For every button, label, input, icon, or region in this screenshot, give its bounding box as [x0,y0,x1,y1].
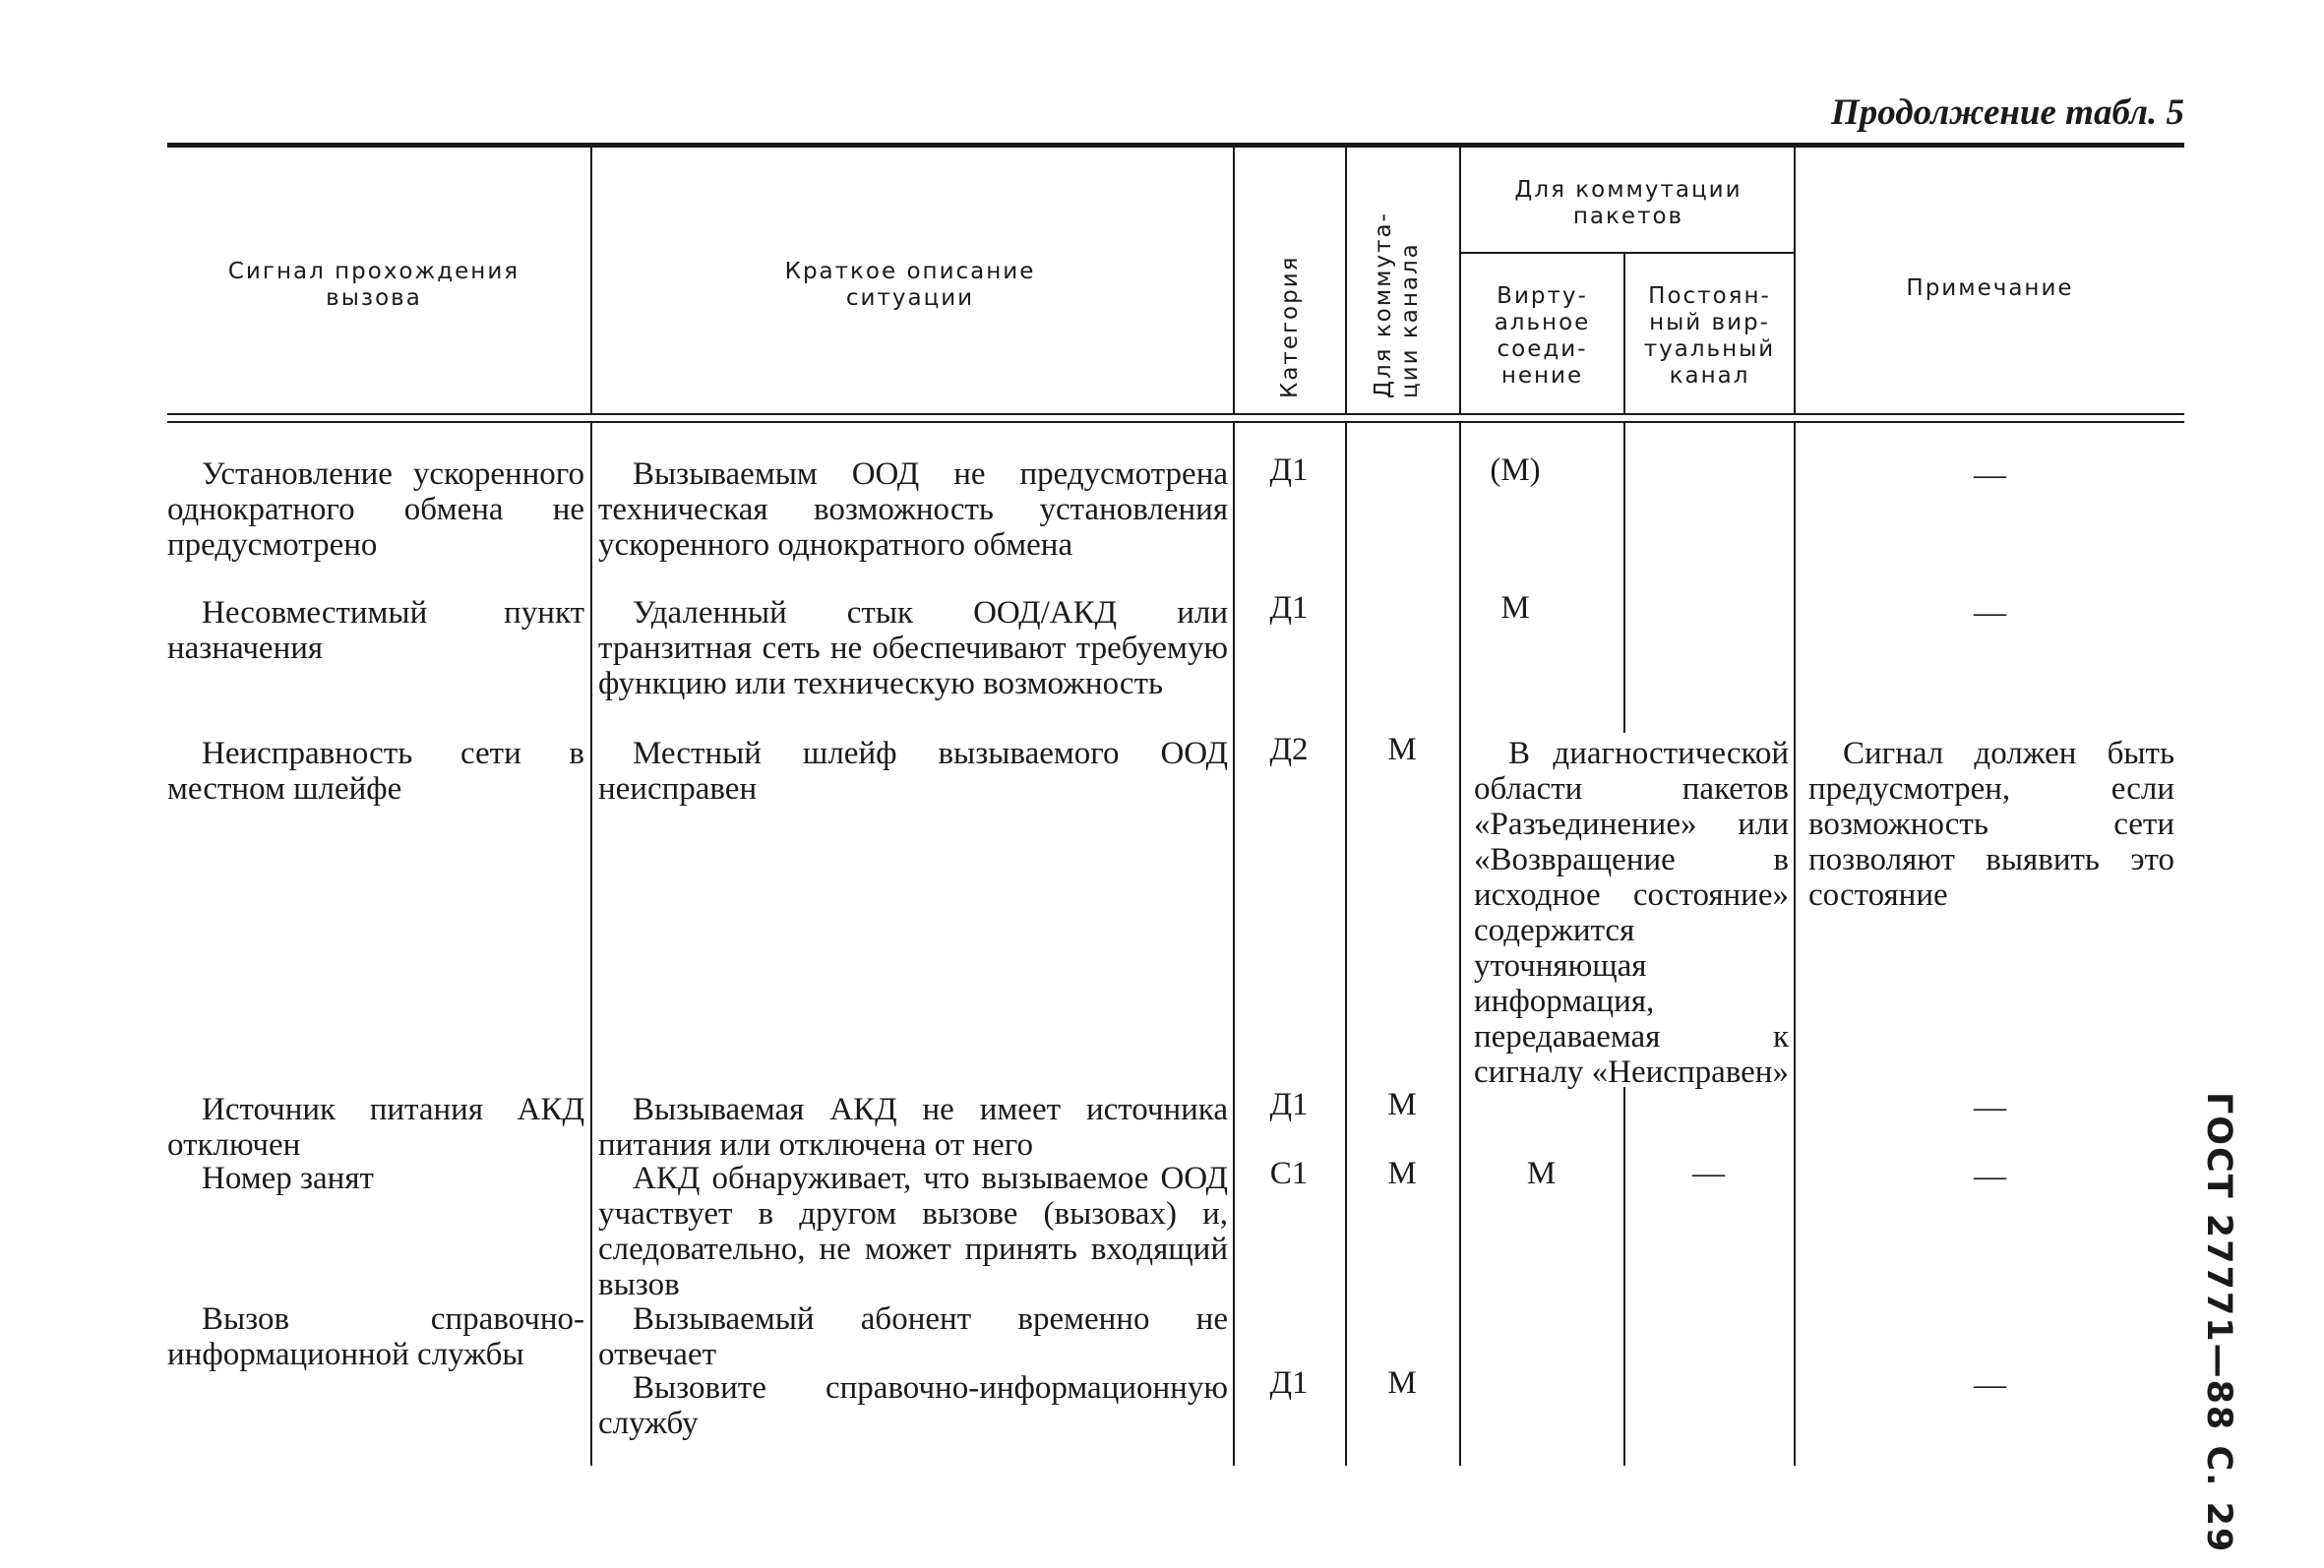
table-row-description: АКД обнаруживает, что вызываемое ООД участвует в другом вызове (вызовах) и, следовательно, не может принять входящий вызов [598,1161,1228,1302]
header-permanent-virtual: Постоян-ный вир-туальный канал [1643,283,1776,389]
table-row-description: Вызываемая АКД не имеет источника питания или отключена от него [598,1092,1228,1163]
header-rule [167,413,2184,415]
table-row-signal: Установление ускоренного однократного обмена не предусмотрено [167,456,584,563]
table-row-category: Д2 [1269,732,1309,767]
table-row-description: Вызываемым ООД не предусмотрена техническая возможность установления ускоренного однократного обмена [598,456,1228,563]
table-row-category: Д1 [1269,1365,1309,1401]
table-row-signal: Номер занят [202,1161,374,1196]
table-row-circuit: М [1387,1365,1417,1401]
header-note: Примечание [1906,275,2074,301]
table-row-signal: Вызов справочно-информационной службы [167,1301,584,1372]
table-row-description-2: Вызовите справочно-информационную службу [598,1370,1228,1441]
header-packet-group: Для коммутации пакетов [1514,177,1743,229]
header-circuit: Для коммута-ции канала [1371,211,1423,398]
header-description: Краткое описание ситуации [784,259,1036,311]
body-divider [1345,423,1347,1466]
table-row-description: Удаленный стык ООД/АКД или транзитная сеть не обеспечивают требуемую функцию или техническую возможность [598,595,1228,701]
header-divider [1233,148,1235,413]
table-row-category: Д1 [1269,1087,1309,1122]
side-page-label: ГОСТ 27771—88 С. 29 [2199,1092,2238,1554]
table-row-note: Сигнал должен быть предусмотрен, если возможность сети позволяют выявить это состояние [1808,736,2174,913]
header-divider [1345,148,1347,413]
table-row-virtual: (М) [1490,452,1541,488]
table-row-permanent: — [1692,1156,1725,1191]
header-divider [590,148,592,413]
header-category: Категория [1277,255,1303,398]
header-signal: Сигнал прохождения вызова [227,259,520,311]
header-divider [1623,254,1625,413]
body-divider [1459,423,1461,1466]
table-row-circuit: М [1387,1087,1417,1122]
table-row-packet-span: В диагностической области пакетов «Разъединение» или «Возвращение в исходное состояние» содержится уточняющая информация, передаваемая к сигналу «Неисправен» [1474,736,1789,1090]
table-row-virtual: М [1526,1156,1557,1191]
header-divider [1794,148,1796,413]
table-row-virtual: М [1500,590,1530,626]
table-row-category: С1 [1269,1156,1309,1191]
body-divider [1623,1087,1625,1466]
body-divider [1623,423,1625,733]
table-row-signal: Неисправность сети в местном шлейфе [167,736,584,807]
header-rule [167,421,2184,423]
table-row-note: — [1974,457,2006,493]
body-divider [1233,423,1235,1466]
packet-group-rule [1459,252,1794,254]
table-row-circuit: М [1387,1156,1417,1191]
table-row-description: Вызываемый абонент временно не отвечает [598,1301,1228,1372]
table-row-category: Д1 [1269,452,1309,488]
header-virtual-connection: Вирту-альное соеди-нение [1494,283,1591,389]
table-row-note: — [1974,1367,2006,1403]
header-divider [1459,148,1461,413]
body-divider [590,423,592,1466]
table-caption: Продолжение табл. 5 [1831,92,2184,133]
top-rule [167,143,2184,148]
table-row-note: — [1974,1090,2006,1125]
table-row-description: Местный шлейф вызываемого ООД неисправен [598,736,1228,807]
table-row-signal: Несовместимый пункт назначения [167,595,584,666]
body-divider [1794,423,1796,1466]
table-row-signal: Источник питания АКД отключен [167,1092,584,1163]
table-row-circuit: М [1387,732,1417,767]
table-row-category: Д1 [1269,590,1309,626]
table-row-note: — [1974,595,2006,631]
table-row-note: — [1974,1159,2006,1194]
